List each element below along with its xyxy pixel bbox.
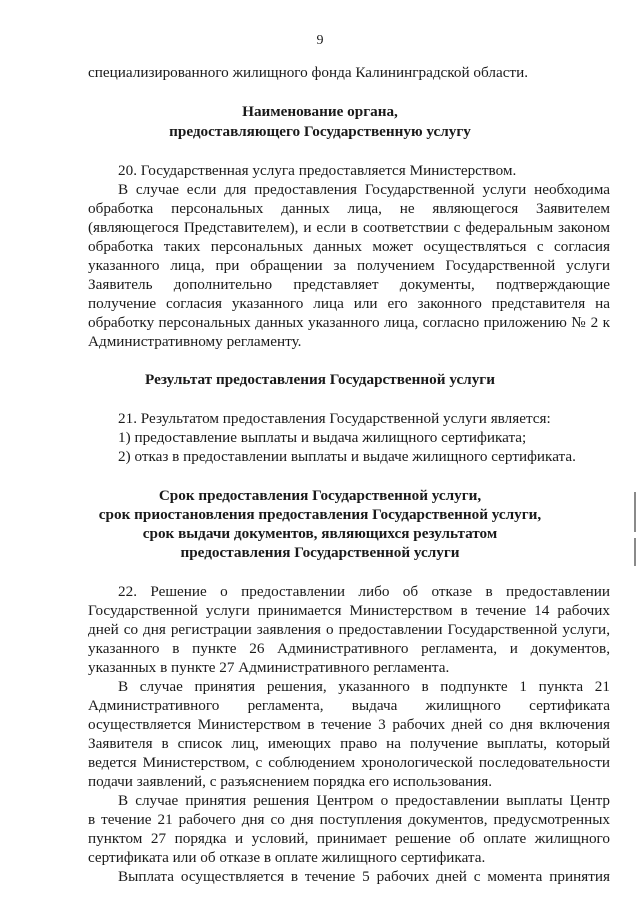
paragraph-line: пунктом 27 порядка и условий, принимает решение об оплате жилищного — [88, 830, 610, 847]
section-heading: предоставляющего Государственную услугу — [169, 123, 471, 140]
paragraph-line: Государственной услуги принимается Министерством в течение 14 рабочих — [88, 602, 610, 619]
page-number: 9 — [316, 33, 324, 48]
paragraph-line: В случае если для предоставления Государственной услуги необходима — [118, 181, 610, 198]
paragraph-line: В случае принятия решения Центром о предоставлении выплаты Центр — [118, 792, 610, 809]
paragraph-line: Административному регламенту. — [88, 333, 302, 350]
paragraph-line: 21. Результатом предоставления Государственной услуги является: — [118, 410, 551, 427]
section-heading: срок выдачи документов, являющихся результатом — [142, 525, 498, 542]
paragraph-line: подачи заявлений, с разъяснением порядка его использования. — [88, 773, 493, 790]
paragraph-line: Выплата осуществляется в течение 5 рабочих дней с момента принятия — [118, 868, 610, 885]
paragraph-line: (являющегося Представителем), и если в соответствии с федеральным законом — [88, 219, 610, 236]
section-heading: Наименование органа, — [242, 103, 398, 120]
paragraph-line: указанных в пункте 27 Административного регламента. — [88, 659, 450, 676]
paragraph-line: Заявителя в список лиц, имеющих право на получение выплаты, который — [88, 735, 610, 752]
paragraph-line: обработка таких персональных данных может осуществляться с согласия — [88, 238, 610, 255]
paragraph-line: в течение 21 рабочего дня со дня поступления документов, предусмотренных — [88, 811, 610, 828]
paragraph-line: сертификата или об отказе в оплате жилищного сертификата. — [88, 849, 486, 866]
paragraph-line: указанного в пункте 26 Административного регламента, и документов, — [88, 640, 610, 657]
paragraph-line: осуществляется Министерством в течение 3 рабочих дней со дня включения — [88, 716, 610, 733]
section-heading: Срок предоставления Государственной услуги, — [158, 487, 482, 504]
paragraph-line: 2) отказ в предоставлении выплаты и выдаче жилищного сертификата. — [118, 448, 576, 465]
section-heading: срок приостановления предоставления Государственной услуги, — [98, 506, 542, 523]
paragraph-line: обработку персональных данных указанного лица, согласно приложению № 2 к — [88, 314, 610, 331]
section-heading: предоставления Государственной услуги — [180, 544, 460, 561]
paragraph-line: обработка персональных данных лица, не являющегося Заявителем — [88, 200, 610, 217]
paragraph-line: получение согласия указанного лица или его законного представителя на — [88, 295, 610, 312]
scan-margin-mark — [634, 538, 636, 566]
paragraph-line: 1) предоставление выплаты и выдача жилищного сертификата; — [118, 429, 527, 446]
paragraph-line: Административного регламента, выдача жилищного сертификата — [88, 697, 610, 714]
paragraph-line: 22. Решение о предоставлении либо об отказе в предоставлении — [118, 583, 610, 600]
paragraph-line: ведется Министерством, с соблюдением хронологической последовательности — [88, 754, 610, 771]
paragraph-line: указанного лица, при обращении за получением Государственной услуги — [88, 257, 610, 274]
body-line: специализированного жилищного фонда Калининградской области. — [88, 64, 528, 81]
scan-margin-mark — [634, 492, 636, 532]
paragraph-line: Заявитель дополнительно представляет документы, подтверждающие — [88, 276, 610, 293]
section-heading: Результат предоставления Государственной услуги — [145, 371, 495, 388]
paragraph-line: 20. Государственная услуга предоставляется Министерством. — [118, 162, 517, 179]
paragraph-line: В случае принятия решения, указанного в подпункте 1 пункта 21 — [118, 678, 610, 695]
paragraph-line: дней со дня регистрации заявления о предоставлении Государственной услуги, — [88, 621, 610, 638]
